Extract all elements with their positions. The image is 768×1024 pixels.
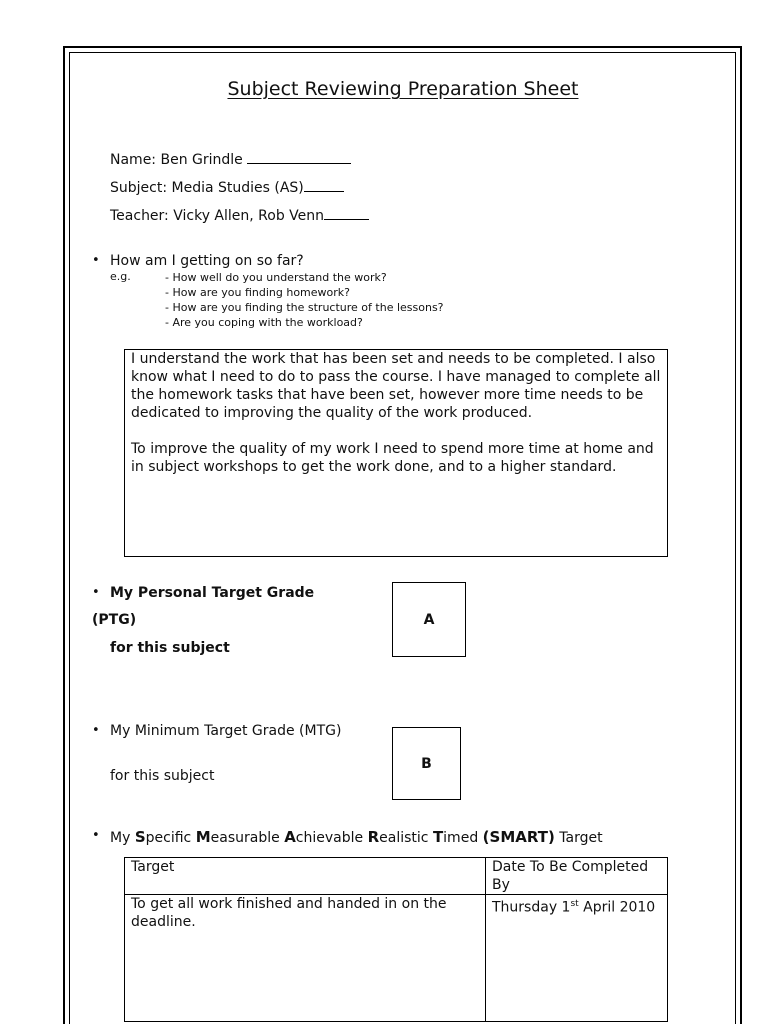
smart-word: easurable (210, 830, 285, 846)
smart-word: ealistic (379, 830, 433, 846)
progress-question: How am I getting on so far? (110, 253, 304, 269)
mtg-grade: B (421, 755, 432, 772)
table-header-row (125, 858, 668, 895)
ptg-grade-box (392, 582, 466, 657)
eg-label: e.g. (110, 270, 131, 283)
smart-my: My (110, 830, 135, 846)
mtg-label: My Minimum Target Grade (MTG) (110, 723, 342, 739)
ptg-grade: A (423, 611, 435, 628)
cell-date (486, 895, 668, 1022)
smart-word: Target (554, 830, 603, 846)
smart-letter: T (432, 828, 444, 846)
prompt-list (165, 270, 444, 330)
name-underline (247, 151, 351, 164)
prompt-item: - How are you finding homework? (165, 286, 350, 299)
bullet-icon: • (92, 723, 100, 738)
date-rest: April 2010 (578, 899, 656, 916)
ptg-abbrev: (PTG) (92, 612, 137, 628)
name-value: Name: Ben Grindle (110, 152, 243, 168)
name-field (110, 151, 351, 168)
teacher-underline (324, 207, 369, 220)
smart-acronym: (SMART) (482, 828, 555, 846)
ptg-subject-label: for this subject (110, 640, 230, 656)
smart-letter: S (134, 828, 146, 846)
smart-target-table (124, 857, 668, 1022)
answer-paragraph: To improve the quality of my work I need to spend more time at home and in subject workshops to get the work done, and to a higher standard. (131, 441, 654, 475)
bullet-icon: • (92, 585, 100, 600)
answer-paragraph: I understand the work that has been set and needs to be completed. I also know what I need to do to pass the course. I have managed to complete all the homework tasks that have been set, however more time needs to be dedicated to improving the quality of the work produced. (131, 351, 661, 421)
ptg-label: My Personal Target Grade (110, 585, 315, 601)
date-day: Thursday 1 (492, 899, 571, 916)
smart-letter: A (284, 828, 296, 846)
prompt-item: - How are you finding the structure of the lessons? (165, 301, 444, 314)
prompt-item: - Are you coping with the workload? (165, 316, 363, 329)
subject-field (110, 179, 344, 196)
mtg-subject-label: for this subject (110, 768, 215, 784)
teacher-value: Teacher: Vicky Allen, Rob Venn (110, 208, 325, 224)
prompt-item: - How well do you understand the work? (165, 271, 387, 284)
bullet-icon: • (92, 253, 100, 268)
header-date: Date To Be Completed By (486, 858, 668, 895)
smart-heading (110, 828, 603, 846)
bullet-icon: • (92, 828, 100, 843)
progress-answer-box (124, 349, 668, 557)
header-target: Target (125, 858, 486, 895)
mtg-grade-box (392, 727, 461, 800)
page-title: Subject Reviewing Preparation Sheet (227, 78, 579, 100)
smart-letter: R (367, 828, 380, 846)
teacher-field (110, 207, 369, 224)
smart-word: chievable (295, 830, 368, 846)
smart-word: imed (443, 830, 483, 846)
cell-target: To get all work finished and handed in on the deadline. (125, 895, 486, 1022)
subject-underline (304, 179, 344, 192)
table-row (125, 895, 668, 1022)
smart-letter: M (195, 828, 211, 846)
smart-word: pecific (145, 830, 196, 846)
subject-value: Subject: Media Studies (AS) (110, 180, 304, 196)
date-suffix: st (570, 899, 579, 909)
